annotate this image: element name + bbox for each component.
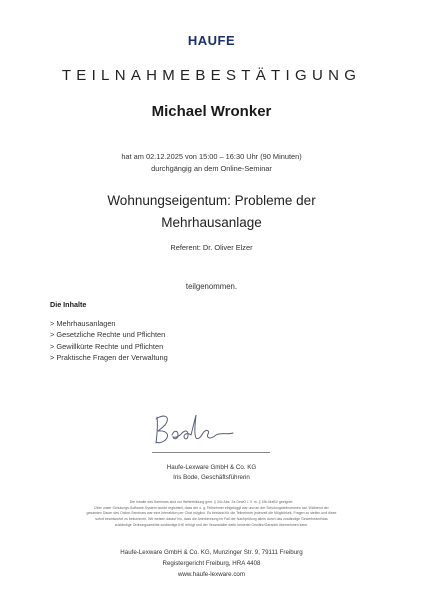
course-title-line-2: Mehrhausanlage bbox=[161, 215, 262, 230]
footer-address: Haufe-Lexware GmbH & Co. KG, Munzinger Str. 9, 79111 Freiburg bbox=[120, 549, 303, 556]
seminar-date: hat am 02.12.2025 von 15:00 – 16:30 Uhr (90 Minuten) bbox=[121, 152, 302, 161]
course-title bbox=[0, 190, 423, 234]
seminar-format: durchgängig an dem Online-Seminar bbox=[151, 164, 272, 173]
legal-note-line: sofort beantwortet zu bekommen. Wir weisen darauf hin, dass die Anerkennung im Fall der Nachprüfung allein durch das zuständige Gewerbeamt/das bbox=[95, 517, 328, 522]
completion-text: teilgenommen. bbox=[185, 282, 238, 291]
contents-heading: Die Inhalte bbox=[50, 300, 87, 309]
contents-list bbox=[50, 318, 168, 363]
list-item: > Praktische Fragen der Verwaltung bbox=[50, 352, 168, 362]
footer bbox=[0, 547, 423, 580]
legal-note bbox=[60, 500, 363, 529]
footer-website: www.haufe-lexware.com bbox=[177, 571, 246, 578]
list-item: > Gewillkürte Rechte und Pflichten bbox=[50, 341, 164, 351]
signer-name: Iris Bode, Geschäftsführerin bbox=[173, 474, 250, 481]
legal-note-line: gesamten Dauer des Online-Seminars war eine Interaktion per Chat möglich. Es bestand für die Teilnehmer jederzeit die Möglichkeit, Fragen zu stellen und diese bbox=[86, 511, 337, 516]
footer-register: Registergericht Freiburg, HRA 4408 bbox=[162, 560, 261, 567]
course-title-line-1: Wohnungseigentum: Probleme der bbox=[107, 193, 316, 208]
referent: Referent: Dr. Oliver Elzer bbox=[170, 243, 253, 252]
signature-line bbox=[152, 452, 270, 453]
haufe-logo: HAUFE bbox=[187, 33, 236, 48]
legal-note-line: Die Inhalte des Seminars sind zur Weiterbildung gem. § 34c Abs. 2a GewO i. V. m. § 15b MaBV geeignet. bbox=[129, 500, 294, 504]
list-item: > Gesetzliche Rechte und Pflichten bbox=[50, 330, 166, 340]
legal-note-line: zuständige Ordnungsamt/die zuständige IHK erfolgt und der Veranstalter dafür keinerlei Gewähr/Garantie übernehmen kann. bbox=[114, 522, 309, 527]
list-item: > Mehrhausanlagen bbox=[50, 319, 116, 328]
certificate-title: TEILNAHMEBESTÄTIGUNG bbox=[61, 67, 362, 84]
signer-company: Haufe-Lexware GmbH & Co. KG bbox=[166, 464, 257, 471]
legal-note-line: Über unser Schulungs-Software-System wurde registriert, dass der o. g. Teilnehmer eingeloggt war und an der Schulungsteilnommen hat. Während der bbox=[94, 505, 329, 510]
participant-name: Michael Wronker bbox=[151, 103, 272, 120]
handwritten-signature bbox=[145, 405, 245, 451]
